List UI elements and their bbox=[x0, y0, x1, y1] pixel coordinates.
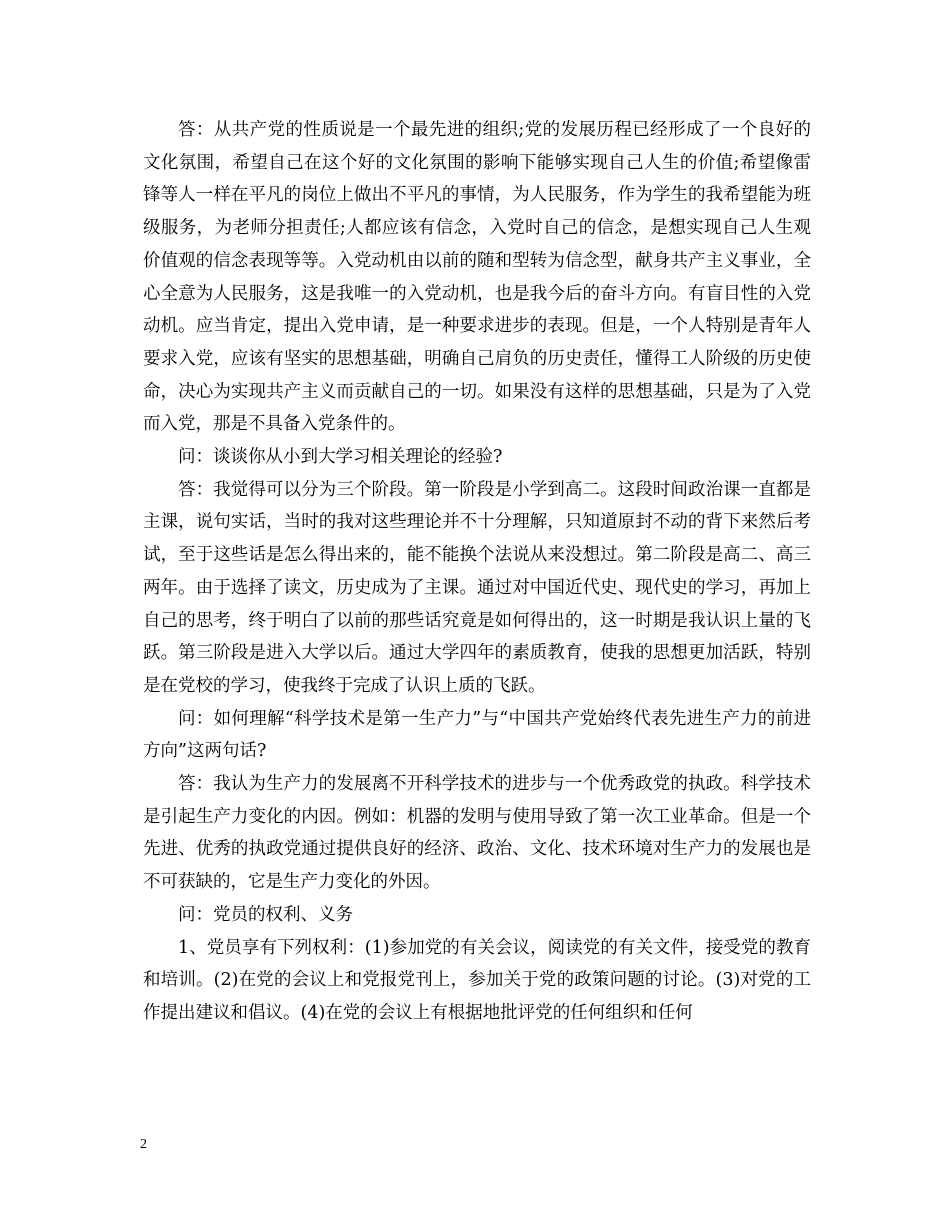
document-body bbox=[143, 114, 811, 1030]
paragraph-answer-motivation: 答：从共产党的性质说是一个最先进的组织;党的发展历程已经形成了一个良好的文化氛围，希望自己在这个好的文化氛围的影响下能够实现自己人生的价值;希望像雷锋等人一样在平凡的岗位上做出不平凡的事情，为人民服务，作为学生的我希望能为班级服务，为老师分担责任;人都应该有信念，入党时自己的信念，是想实现自己人生观价值观的信念表现等等。入党动机由以前的随和型转为信念型，献身共产主义事业，全心全意为人民服务，这是我唯一的入党动机，也是我今后的奋斗方向。有盲目性的入党动机。应当肯定，提出入党申请，是一种要求进步的表现。但是，一个人特别是青年人要求入党，应该有坚实的思想基础，明确自己肩负的历史责任，懂得工人阶级的历史使命，决心为实现共产主义而贡献自己的一切。如果没有这样的思想基础，只是为了入党而入党，那是不具备入党条件的。 bbox=[143, 120, 811, 435]
paragraph-answer-three-stages: 答：我觉得可以分为三个阶段。第一阶段是小学到高二。这段时间政治课一直都是主课，说句实话，当时的我对这些理论并不十分理解，只知道原封不动的背下来然后考试，至于这些话是怎么得出来的，能不能换个法说从来没想过。第二阶段是高二、高三两年。由于选择了读文，历史成为了主课。通过对中国近代史、现代史的学习，再加上自己的思考，终于明白了以前的那些话究竟是如何得出的，这一时期是我认识上量的飞跃。第三阶段是进入大学以后。通过大学四年的素质教育，使我的思想更加活跃，特别是在党校的学习，使我终于完成了认识上质的飞跃。 bbox=[143, 479, 811, 696]
page-number: 2 bbox=[140, 1137, 147, 1152]
paragraph-member-rights: 1、党员享有下列权利：(1)参加党的有关会议，阅读党的有关文件，接受党的教育和培训。(2)在党的会议上和党报党刊上，参加关于党的政策问题的讨论。(3)对党的工作提出建议和倡议。(4)在党的会议上有根据地批评党的任何组织和任何 bbox=[143, 937, 811, 1023]
paragraph-answer-productivity: 答：我认为生产力的发展离不开科学技术的进步与一个优秀政党的执政。科学技术是引起生产力变化的内因。例如：机器的发明与使用导致了第一次工业革命。但是一个先进、优秀的执政党通过提供良好的经济、政治、文化、技术环境对生产力的发展也是不可获缺的，它是生产力变化的外因。 bbox=[143, 774, 811, 893]
paragraph-question-rights-duties: 问：党员的权利、义务 bbox=[178, 904, 353, 925]
paragraph-question-theory-experience: 问：谈谈你从小到大学习相关理论的经验? bbox=[178, 447, 503, 468]
paragraph-question-productivity: 问：如何理解“科学技术是第一生产力”与“中国共产党始终代表先进生产力的前进方向”这两句话? bbox=[143, 708, 811, 762]
